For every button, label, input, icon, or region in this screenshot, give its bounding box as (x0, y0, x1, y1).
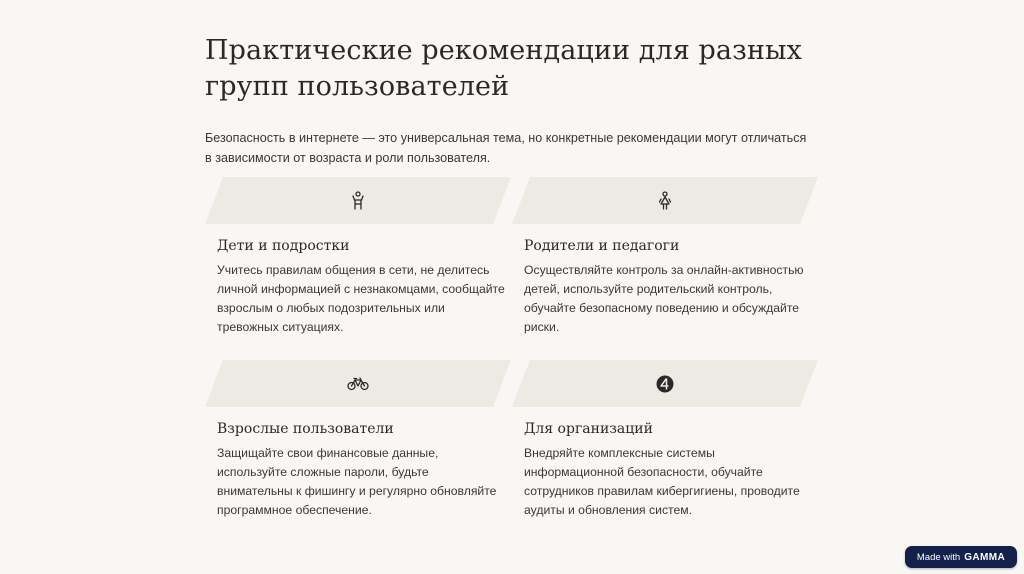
card-text: Осуществляйте контроль за онлайн-активностью детей, используйте родительский контроль, обучайте безопасному поведению и обсуждайте риски. (524, 263, 804, 334)
parent-icon (657, 191, 673, 211)
card-banner (512, 360, 818, 407)
card-adults (205, 360, 511, 530)
number-four-icon (656, 375, 674, 393)
gamma-logo: GAMMA (964, 551, 1006, 563)
intro-text: Безопасность в интернете — это универсальная тема, но конкретные рекомендации могут отличаться в зависимости от возраста и роли пользователя. (205, 131, 807, 165)
card-banner (205, 177, 511, 224)
child-icon (350, 191, 366, 211)
card-banner (205, 360, 511, 407)
card-title: Родители и педагоги (524, 238, 680, 254)
card-title: Дети и подростки (217, 238, 350, 254)
card-text: Учитесь правилам общения в сети, не делитесь личной информацией с незнакомцами, сообщайте взрослым о любых подозрительных или тревожных ситуациях. (217, 263, 505, 334)
card-banner (512, 177, 818, 224)
made-with-gamma-badge[interactable] (905, 546, 1017, 568)
badge-prefix: Made with (916, 551, 961, 563)
card-text: Внедряйте комплексные системы информационной безопасности, обучайте сотрудников правилам кибергигиены, проводите аудиты и обновления систем. (524, 446, 800, 517)
card-children (205, 177, 511, 347)
card-title: Для организаций (524, 421, 653, 437)
card-text: Защищайте свои финансовые данные, используйте сложные пароли, будьте внимательны к фишингу и регулярно обновляйте программное обеспечение. (217, 446, 497, 517)
bicycle-icon (347, 377, 369, 391)
card-organizations (512, 360, 818, 530)
card-parents (512, 177, 818, 347)
page-title: Практические рекомендации для разных групп пользователей (205, 35, 802, 102)
card-title: Взрослые пользователи (217, 421, 394, 437)
